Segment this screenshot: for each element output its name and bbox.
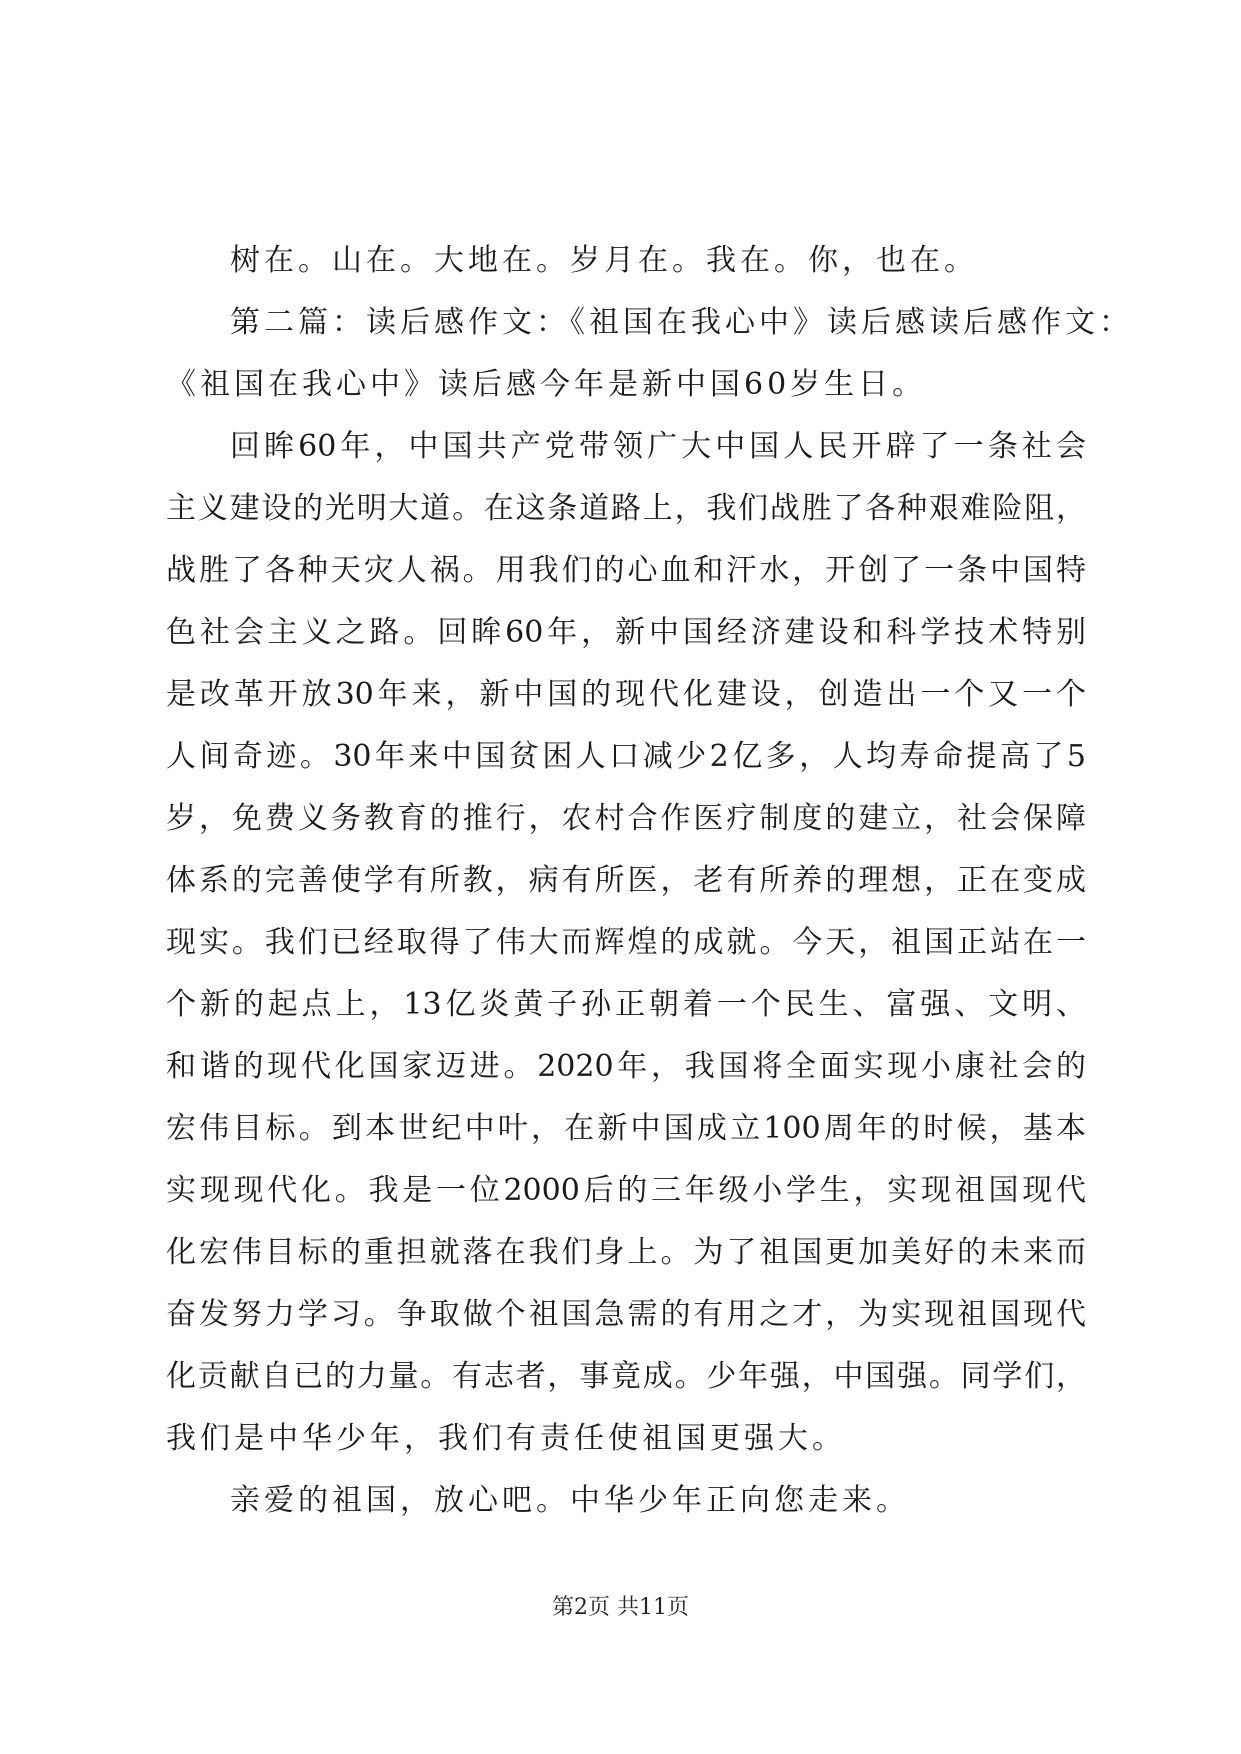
paragraph-line: 人间奇迹。30年来中国贫困人口减少2亿多，人均寿命提高了5 (166, 739, 1086, 774)
paragraph-line: 战胜了各种天灾人祸。用我们的心血和汗水，开创了一条中国特 (166, 553, 1086, 588)
paragraph-line: 色社会主义之路。回眸60年，新中国经济建设和科学技术特别 (166, 615, 1086, 650)
paragraph-line: 和谐的现代化国家迈进。2020年，我国将全面实现小康社会的 (166, 1049, 1086, 1084)
paragraph-line: 体系的完善使学有所教，病有所医，老有所养的理想，正在变成 (166, 863, 1086, 898)
paragraph-line: 奋发努力学习。争取做个祖国急需的有用之才，为实现祖国现代 (166, 1297, 1086, 1332)
document-body (166, 230, 1133, 1532)
paragraph-line: 个新的起点上，13亿炎黄子孙正朝着一个民生、富强、文明、 (166, 987, 1086, 1022)
paragraph-line: 岁，免费义务教育的推行，农村合作医疗制度的建立，社会保障 (166, 801, 1086, 836)
paragraph-line: 回眸60年，中国共产党带领广大中国人民开辟了一条社会 (230, 429, 1086, 464)
paragraph-line: 是改革开放30年来，新中国的现代化建设，创造出一个又一个 (166, 677, 1086, 712)
section-heading-line: 《祖国在我心中》读后感今年是新中国60岁生日。 (166, 367, 927, 402)
paragraph-line: 化贡献自已的力量。有志者，事竟成。少年强，中国强。同学们， (166, 1359, 1086, 1394)
paragraph-line: 亲爱的祖国，放心吧。中华少年正向您走来。 (230, 1483, 910, 1518)
paragraph-line: 宏伟目标。到本世纪中叶，在新中国成立100周年的时候，基本 (166, 1111, 1086, 1146)
paragraph-line: 现实。我们已经取得了伟大而辉煌的成就。今天，祖国正站在一 (166, 925, 1086, 960)
paragraph-line: 实现现代化。我是一位2000后的三年级小学生，实现祖国现代 (166, 1173, 1086, 1208)
paragraph-line: 化宏伟目标的重担就落在我们身上。为了祖国更加美好的未来而 (166, 1235, 1086, 1270)
paragraph-line: 树在。山在。大地在。岁月在。我在。你，也在。 (230, 243, 978, 278)
paragraph-line: 我们是中华少年，我们有责任使祖国更强大。 (166, 1421, 846, 1456)
page-footer: 第2页 共11页 (552, 1595, 689, 1620)
section-heading-line: 第二篇：读后感作文：《祖国在我心中》读后感读后感作文： (230, 305, 1133, 340)
paragraph-line: 主义建设的光明大道。在这条道路上，我们战胜了各种艰难险阻， (166, 491, 1086, 526)
